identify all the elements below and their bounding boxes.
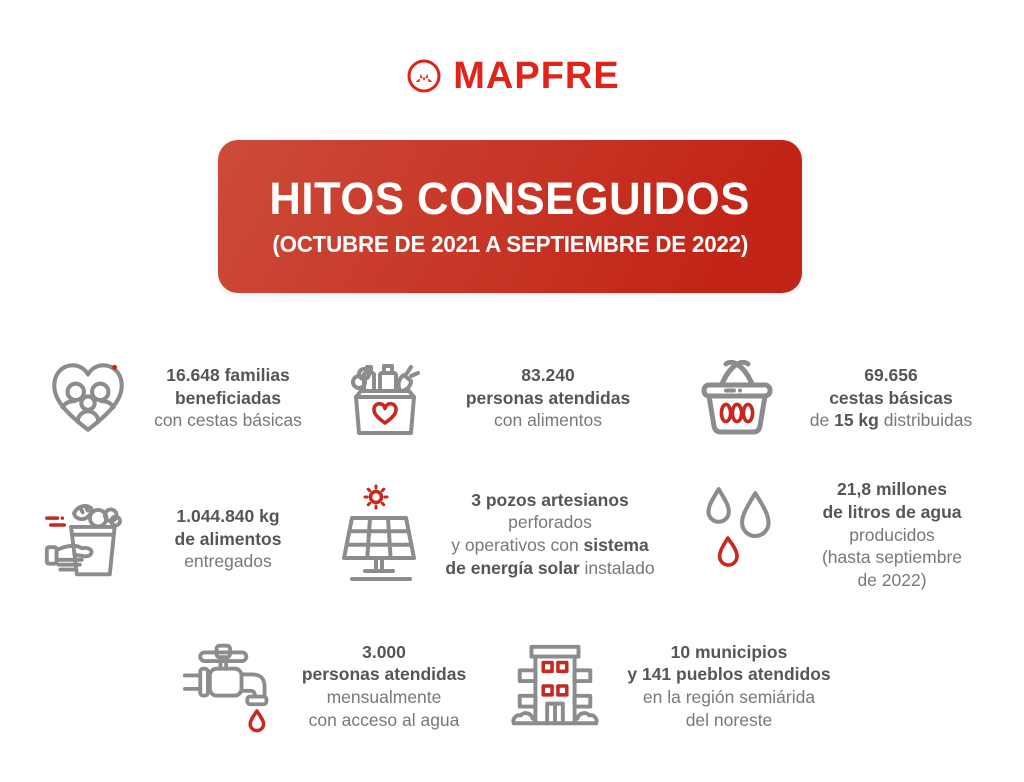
water-drops-icon: [692, 479, 784, 591]
basket-icon: [692, 352, 782, 444]
stat-line: y 141 pueblos atendidos: [627, 664, 831, 685]
stat-text: [146, 505, 310, 573]
food-bag-hand-icon: [42, 492, 134, 586]
stat-text: [796, 478, 988, 592]
stat-municipalities: [506, 636, 842, 736]
stat-line: (hasta septiembre: [821, 547, 963, 568]
stat-line: de 2022): [857, 570, 927, 590]
mapfre-logo-text: MAPFRE: [453, 55, 620, 97]
stat-line: perforados: [508, 512, 592, 533]
stat-line: 3 pozos artesianos: [471, 489, 629, 510]
stat-line: de 15 kg distribuidas: [809, 410, 973, 431]
stat-line: 21,8 millones: [837, 479, 947, 499]
stat-line: mensualmente: [326, 687, 442, 707]
stat-water-access: [182, 636, 478, 736]
stat-text: [442, 364, 654, 432]
milestones-banner: [218, 140, 802, 293]
stat-food-delivered: [42, 492, 310, 586]
stat-line: de litros de agua: [822, 501, 962, 522]
stat-line: personas atendidas: [301, 664, 467, 685]
stat-line: 83.240: [521, 364, 575, 385]
stat-line: con acceso al agua: [308, 709, 460, 730]
stat-line: 69.656: [864, 364, 918, 385]
stat-line: con cestas básicas: [154, 410, 302, 431]
stat-text: [290, 641, 478, 732]
heart-family-icon: [42, 352, 134, 444]
fundacion-mapfre-emblem-icon: [404, 56, 444, 96]
stat-line: producidos: [849, 524, 935, 545]
stat-line: del noreste: [685, 709, 773, 730]
stat-line: de energía solar instalado: [445, 557, 655, 578]
banner-subtitle: (OCTUBRE DE 2021 A SEPTIEMBRE DE 2022): [272, 231, 748, 258]
stat-families-benefited: [42, 352, 310, 444]
stat-line: 3.000: [362, 641, 406, 662]
stat-line: 16.648 familias: [166, 364, 290, 385]
stat-line: 1.044.840 kg: [176, 505, 280, 526]
faucet-icon: [182, 636, 278, 736]
stat-line: 10 municipios: [670, 641, 788, 662]
stat-text: [436, 489, 664, 580]
stat-text: [616, 641, 842, 732]
stat-line: y operativos con sistema: [451, 535, 649, 555]
stat-line: personas atendidas: [465, 387, 631, 408]
stat-water-produced: [692, 478, 988, 592]
stat-line: beneficiadas: [174, 387, 282, 408]
stat-people-fed: [340, 352, 654, 444]
stat-line: cestas básicas: [829, 387, 953, 408]
banner-title: HITOS CONSEGUIDOS: [269, 172, 751, 224]
mapfre-logo: [0, 56, 1024, 96]
stat-baskets-distributed: [692, 352, 988, 444]
stat-line: de alimentos: [174, 528, 282, 549]
stat-line: con alimentos: [494, 410, 602, 431]
stat-line: entregados: [184, 551, 272, 572]
solar-panel-icon: [334, 480, 424, 588]
stat-line: en la región semiárida: [642, 687, 816, 707]
stat-text: [146, 364, 310, 432]
building-icon: [506, 636, 604, 736]
stat-artesian-wells: [334, 480, 664, 588]
food-box-icon: [340, 352, 430, 444]
stat-text: [794, 364, 988, 432]
